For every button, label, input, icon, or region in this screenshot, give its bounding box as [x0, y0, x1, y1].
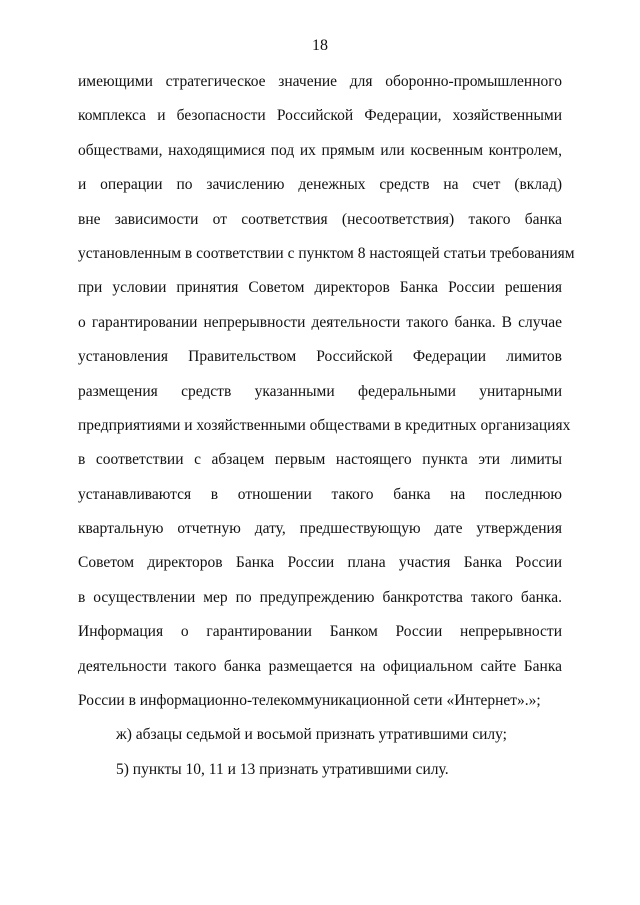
- text-line: вне зависимости от соответствия (несоответствия) такого банка: [78, 210, 562, 228]
- text-line: в соответствии с абзацем первым настоящего пункта эти лимиты: [78, 451, 562, 469]
- text-line: 5) пункты 10, 11 и 13 признать утратившими силу.: [116, 760, 449, 778]
- document-body: [78, 72, 575, 794]
- text-line: при условии принятия Советом директоров Банка России решения: [78, 279, 562, 297]
- text-line: Информация о гарантировании Банком России непрерывности: [78, 623, 562, 641]
- text-line: устанавливаются в отношении такого банка на последнюю: [78, 485, 562, 503]
- text-line: в осуществлении мер по предупреждению банкротства такого банка.: [78, 588, 562, 606]
- text-line: ж) абзацы седьмой и восьмой признать утратившими силу;: [116, 726, 507, 744]
- text-line: предприятиями и хозяйственными обществами в кредитных организациях: [78, 416, 571, 434]
- text-line: имеющими стратегическое значение для оборонно-промышленного: [78, 73, 562, 90]
- text-line: установления Правительством Российской Федерации лимитов: [78, 348, 562, 366]
- text-line: размещения средств указанными федеральными унитарными: [78, 382, 562, 400]
- text-line: деятельности такого банка размещается на официальном сайте Банка: [78, 657, 562, 675]
- text-line: комплекса и безопасности Российской Федерации, хозяйственными: [78, 107, 562, 125]
- text-line: Советом директоров Банка России плана участия Банка России: [78, 554, 562, 572]
- page-number: 18: [312, 37, 328, 54]
- text-line: о гарантировании непрерывности деятельности такого банка. В случае: [78, 313, 562, 331]
- text-line: установленным в соответствии с пунктом 8 настоящей статьи требованиям: [78, 244, 575, 262]
- text-line: обществами, находящимися под их прямым или косвенным контролем,: [78, 141, 562, 159]
- text-line: и операции по зачислению денежных средств на счет (вклад): [78, 176, 562, 194]
- text-line: России в информационно-телекоммуникационной сети «Интернет».»;: [78, 692, 541, 710]
- text-line: квартальную отчетную дату, предшествующую дате утверждения: [78, 520, 562, 538]
